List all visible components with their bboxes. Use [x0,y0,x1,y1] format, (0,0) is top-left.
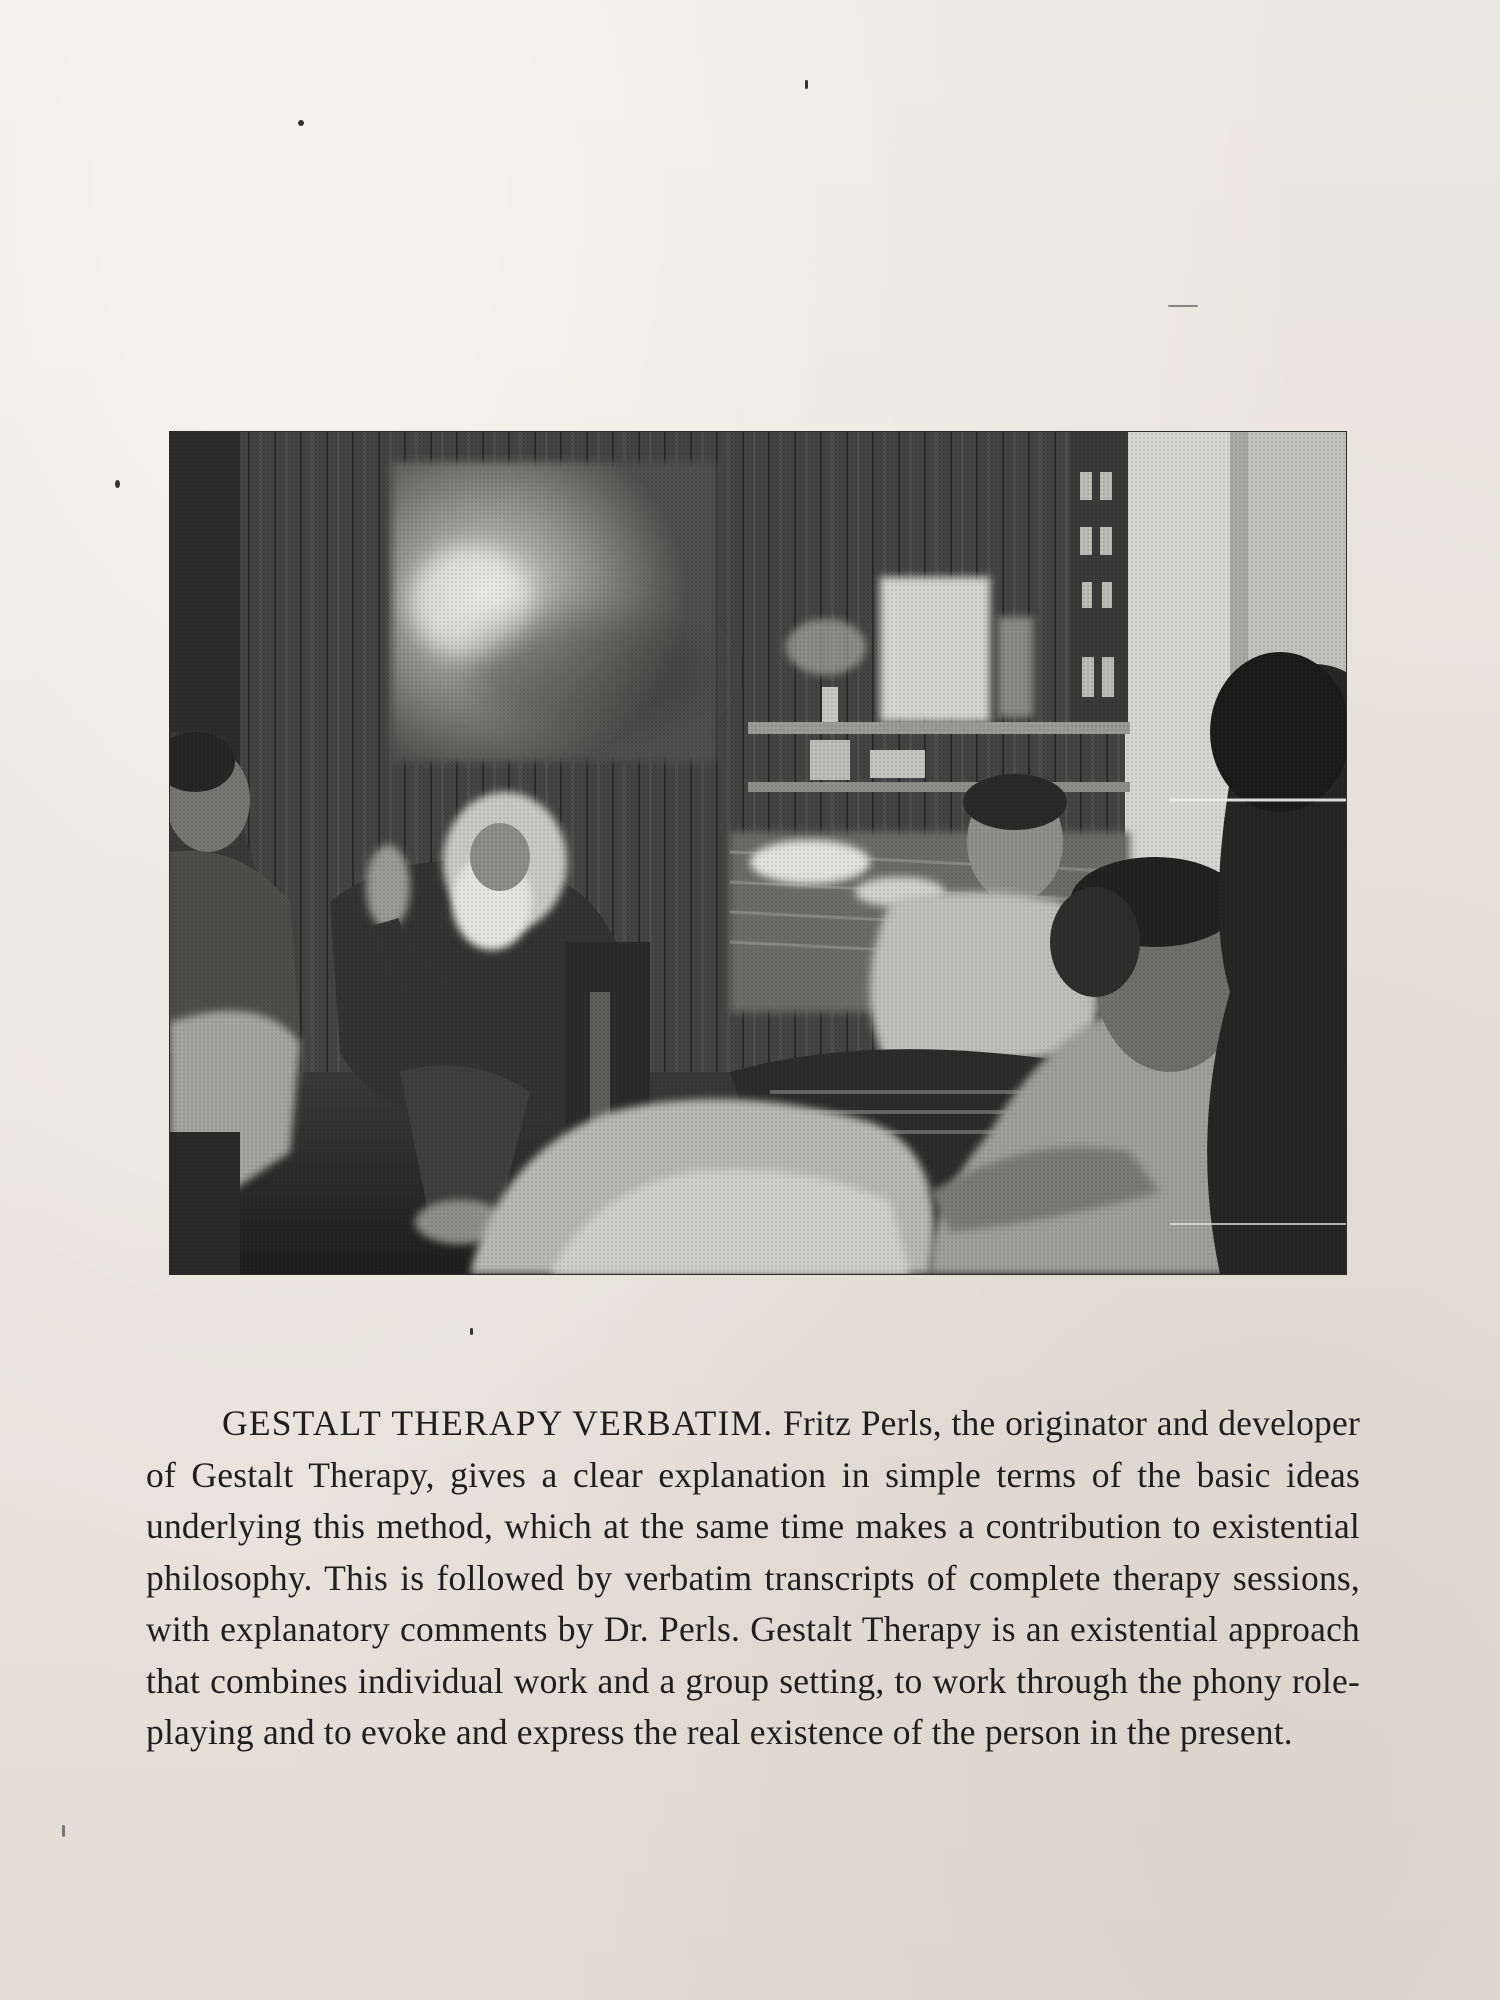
paper-speck [470,1328,473,1335]
paper-speck [115,480,120,488]
paper-speck [805,80,808,89]
photo-illustration [170,432,1346,1274]
book-title-lead: GESTALT THERAPY VERBATIM. [222,1403,774,1443]
paper-speck [1168,305,1198,307]
book-description [146,1398,1360,1759]
paper-speck [62,1825,65,1837]
cover-photograph [170,432,1346,1274]
book-description-body: Fritz Perls, the originator and developer of Gestalt Therapy, gives a clear explanation in simple terms of the basic ideas underlying this method, which at the same time makes a contribution to existential philosophy. This is followed by verbatim transcripts of complete therapy sessions, with explanatory comments by Dr. Perls. Gestalt Therapy is an existential approach that combines individual work and a group setting, to work through the phony role-playing and to evoke and express the real existence of the person in the present. [146,1403,1360,1752]
paper-speck [298,120,304,126]
